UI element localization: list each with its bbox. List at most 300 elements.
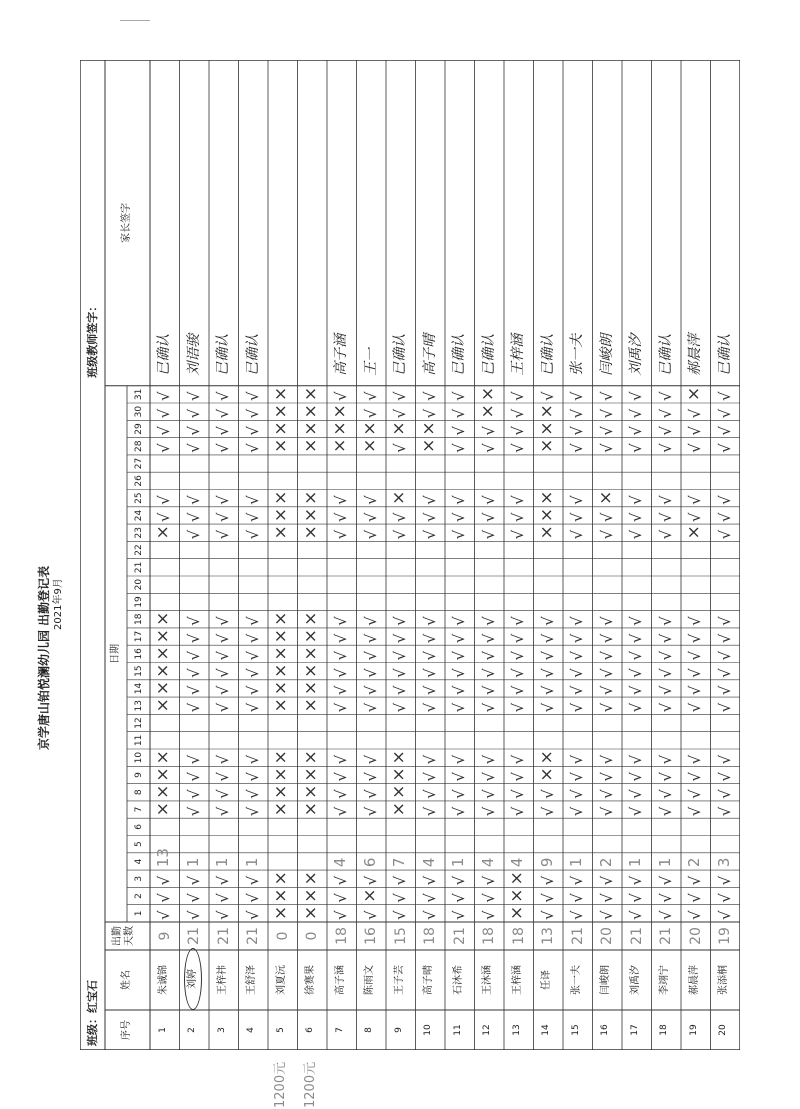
present-check-icon: √ [686, 633, 704, 644]
absent-cross-icon: × [300, 871, 321, 886]
attendance-days-count: 18 [422, 927, 439, 945]
present-check-icon: √ [686, 875, 704, 886]
parent-signature: 已确认 [539, 333, 556, 376]
present-check-icon: √ [568, 616, 586, 626]
row-seq: 1 [157, 1027, 168, 1033]
present-check-icon: √ [715, 529, 734, 540]
present-check-icon: √ [155, 495, 173, 505]
present-check-icon: √ [155, 391, 173, 401]
present-check-icon: √ [391, 875, 409, 886]
day-header-22: 22 [134, 544, 144, 556]
present-check-icon: √ [597, 893, 616, 903]
absent-cross-icon: × [300, 663, 321, 678]
day-header-15: 15 [134, 665, 144, 677]
present-check-icon: √ [479, 443, 498, 453]
present-check-icon: √ [597, 616, 616, 626]
student-name: 李翊宁 [659, 965, 671, 995]
row-seq: 13 [511, 1024, 522, 1036]
absent-cross-icon: × [153, 784, 173, 799]
attendance-days-count: 21 [628, 927, 645, 945]
present-check-icon: √ [686, 806, 704, 817]
student-name: 任译 [541, 970, 553, 990]
present-check-icon: √ [361, 702, 380, 713]
attendance-days-count: 0 [304, 931, 321, 941]
present-check-icon: √ [597, 650, 616, 661]
day-header-1: 1 [134, 910, 144, 917]
present-check-icon: √ [243, 633, 262, 644]
attendance-days-count: 0 [274, 931, 291, 941]
present-check-icon: √ [627, 875, 645, 886]
absent-cross-icon: × [271, 611, 291, 626]
day-header-8: 8 [134, 789, 144, 796]
absent-cross-icon: × [271, 750, 291, 765]
present-check-icon: √ [479, 650, 498, 661]
absent-cross-icon: × [477, 404, 498, 419]
present-check-icon: √ [391, 391, 409, 401]
absence-tally: 1 [655, 857, 674, 868]
col-date-header: 日期 [110, 643, 121, 664]
absent-cross-icon: × [300, 784, 321, 799]
present-check-icon: √ [361, 391, 380, 401]
attendance-days-count: 20 [687, 927, 704, 945]
present-check-icon: √ [420, 391, 439, 401]
present-check-icon: √ [184, 529, 203, 540]
present-check-icon: √ [450, 408, 468, 419]
present-check-icon: √ [568, 512, 586, 523]
present-check-icon: √ [568, 668, 586, 678]
absent-cross-icon: × [300, 680, 321, 696]
student-name: 朱诚锦 [157, 965, 169, 995]
present-check-icon: √ [509, 443, 527, 453]
absent-cross-icon: × [300, 421, 321, 436]
present-check-icon: √ [332, 512, 350, 523]
absent-cross-icon: × [153, 611, 173, 626]
absence-tally: 7 [390, 857, 408, 868]
present-check-icon: √ [479, 754, 498, 765]
day-header-31: 31 [134, 388, 144, 401]
absence-tally: 4 [478, 857, 497, 868]
absent-cross-icon: × [153, 663, 173, 678]
present-check-icon: √ [332, 391, 350, 401]
student-name: 张一夫 [570, 965, 582, 995]
parent-signature: 张一夫 [569, 333, 585, 376]
present-check-icon: √ [568, 633, 586, 644]
present-check-icon: √ [243, 408, 262, 419]
present-check-icon: √ [686, 789, 704, 799]
present-check-icon: √ [243, 754, 262, 765]
present-check-icon: √ [361, 495, 380, 505]
present-check-icon: √ [361, 408, 380, 419]
present-check-icon: √ [686, 754, 704, 765]
present-check-icon: √ [538, 789, 557, 799]
present-check-icon: √ [686, 702, 704, 713]
absence-tally: 4 [419, 857, 438, 868]
present-check-icon: √ [627, 702, 645, 713]
absent-cross-icon: × [595, 490, 616, 505]
present-check-icon: √ [361, 633, 380, 644]
absent-cross-icon: × [271, 386, 291, 401]
present-check-icon: √ [420, 806, 439, 817]
present-check-icon: √ [627, 512, 645, 523]
absent-cross-icon: × [300, 611, 321, 626]
present-check-icon: √ [568, 650, 586, 661]
present-check-icon: √ [597, 391, 616, 401]
present-check-icon: √ [597, 806, 616, 817]
absent-cross-icon: × [536, 421, 557, 436]
day-header-17: 17 [134, 630, 144, 643]
student-name: 王梓祎 [216, 965, 228, 995]
present-check-icon: √ [568, 702, 586, 713]
present-check-icon: √ [656, 910, 675, 920]
present-check-icon: √ [686, 668, 704, 678]
present-check-icon: √ [627, 893, 645, 903]
present-check-icon: √ [420, 893, 439, 903]
present-check-icon: √ [656, 426, 675, 436]
present-check-icon: √ [391, 910, 409, 920]
absent-cross-icon: × [153, 628, 173, 644]
present-check-icon: √ [656, 754, 675, 765]
present-check-icon: √ [509, 806, 527, 817]
present-check-icon: √ [450, 616, 468, 626]
present-check-icon: √ [332, 685, 350, 696]
present-check-icon: √ [597, 702, 616, 713]
day-header-4: 4 [134, 858, 144, 865]
absent-cross-icon: × [536, 490, 557, 505]
present-check-icon: √ [332, 789, 350, 799]
present-check-icon: √ [479, 426, 498, 436]
attendance-days-count: 18 [333, 927, 350, 945]
present-check-icon: √ [184, 910, 203, 920]
absent-cross-icon: × [271, 767, 291, 782]
present-check-icon: √ [479, 772, 498, 782]
absence-tally: 1 [183, 857, 202, 868]
present-check-icon: √ [361, 616, 380, 626]
present-check-icon: √ [627, 685, 645, 696]
absent-cross-icon: × [359, 421, 380, 436]
student-name: 陈雨文 [364, 965, 376, 995]
parent-signature: 已确认 [392, 333, 408, 376]
absent-cross-icon: × [153, 698, 173, 713]
present-check-icon: √ [597, 789, 616, 799]
absent-cross-icon: × [389, 801, 409, 817]
present-check-icon: √ [627, 529, 645, 540]
present-check-icon: √ [538, 875, 557, 886]
present-check-icon: √ [568, 391, 586, 401]
present-check-icon: √ [420, 910, 439, 920]
student-name: 高子晴 [423, 965, 435, 995]
present-check-icon: √ [361, 512, 380, 523]
parent-signature: 王梓涵 [510, 333, 526, 376]
present-check-icon: √ [184, 772, 203, 782]
present-check-icon: √ [332, 910, 350, 920]
present-check-icon: √ [450, 685, 468, 696]
present-check-icon: √ [155, 408, 173, 419]
present-check-icon: √ [656, 772, 675, 782]
present-check-icon: √ [450, 806, 468, 817]
present-check-icon: √ [450, 529, 468, 540]
present-check-icon: √ [420, 789, 439, 799]
present-check-icon: √ [243, 668, 262, 678]
absent-cross-icon: × [153, 801, 173, 817]
present-check-icon: √ [479, 633, 498, 644]
parent-signature: 已确认 [480, 333, 497, 376]
absent-cross-icon: × [300, 490, 321, 505]
student-name: 闫峻朗 [600, 965, 612, 995]
row-seq: 3 [216, 1027, 227, 1033]
absent-cross-icon: × [271, 628, 291, 644]
present-check-icon: √ [391, 529, 409, 540]
present-check-icon: √ [391, 512, 409, 523]
absent-cross-icon: × [477, 386, 498, 401]
parent-signature: 已确认 [657, 333, 674, 376]
attendance-days-count: 18 [481, 927, 498, 945]
absent-cross-icon: × [536, 438, 557, 453]
present-check-icon: √ [568, 443, 586, 453]
present-check-icon: √ [686, 893, 704, 903]
student-name: 徐赛果 [305, 965, 317, 995]
row-seq: 2 [187, 1027, 198, 1033]
present-check-icon: √ [715, 893, 734, 903]
absent-cross-icon: × [507, 888, 527, 903]
present-check-icon: √ [686, 495, 704, 505]
present-check-icon: √ [479, 616, 498, 626]
present-check-icon: √ [509, 633, 527, 644]
present-check-icon: √ [597, 875, 616, 886]
present-check-icon: √ [332, 650, 350, 661]
parent-signature: 王一 [362, 347, 379, 376]
present-check-icon: √ [214, 702, 232, 713]
absent-cross-icon: × [536, 507, 557, 523]
absent-cross-icon: × [271, 888, 291, 903]
present-check-icon: √ [715, 616, 734, 626]
present-check-icon: √ [332, 875, 350, 886]
scan-mark [120, 20, 150, 21]
row-seq: 20 [718, 1024, 729, 1036]
absence-tally: 1 [449, 857, 467, 868]
margin-note: 1200元 [273, 1061, 288, 1108]
present-check-icon: √ [627, 443, 645, 453]
present-check-icon: √ [214, 616, 232, 626]
present-check-icon: √ [627, 668, 645, 678]
present-check-icon: √ [184, 633, 203, 644]
teacher-sign-label: 班级教师签字： [86, 300, 99, 378]
absent-cross-icon: × [300, 801, 321, 817]
day-header-21: 21 [134, 561, 144, 574]
absent-cross-icon: × [300, 628, 321, 644]
day-header-13: 13 [134, 700, 144, 712]
present-check-icon: √ [656, 529, 675, 540]
absent-cross-icon: × [271, 784, 291, 799]
present-check-icon: √ [509, 391, 527, 401]
present-check-icon: √ [479, 875, 498, 886]
absent-cross-icon: × [507, 905, 527, 920]
present-check-icon: √ [715, 650, 734, 661]
present-check-icon: √ [243, 789, 262, 799]
absent-cross-icon: × [300, 767, 321, 782]
absent-cross-icon: × [300, 507, 321, 523]
present-check-icon: √ [715, 668, 734, 678]
present-check-icon: √ [656, 495, 675, 505]
present-check-icon: √ [479, 702, 498, 713]
present-check-icon: √ [420, 495, 439, 505]
absent-cross-icon: × [536, 750, 557, 765]
row-seq: 4 [246, 1027, 257, 1033]
present-check-icon: √ [509, 408, 527, 419]
present-check-icon: √ [509, 512, 527, 523]
present-check-icon: √ [450, 668, 468, 678]
absent-cross-icon: × [271, 507, 291, 523]
present-check-icon: √ [686, 650, 704, 661]
present-check-icon: √ [361, 806, 380, 817]
absence-tally: 2 [596, 857, 615, 868]
present-check-icon: √ [184, 702, 203, 713]
present-check-icon: √ [715, 443, 734, 453]
absent-cross-icon: × [271, 698, 291, 713]
present-check-icon: √ [656, 443, 675, 453]
absent-cross-icon: × [271, 404, 291, 419]
present-check-icon: √ [479, 512, 498, 523]
present-check-icon: √ [184, 495, 203, 505]
present-check-icon: √ [155, 910, 173, 920]
present-check-icon: √ [509, 789, 527, 799]
present-check-icon: √ [656, 702, 675, 713]
present-check-icon: √ [627, 426, 645, 436]
present-check-icon: √ [361, 875, 380, 886]
present-check-icon: √ [538, 391, 557, 401]
row-seq: 17 [629, 1024, 640, 1036]
present-check-icon: √ [155, 443, 173, 453]
day-header-12: 12 [134, 717, 144, 729]
present-check-icon: √ [155, 875, 173, 886]
student-name: 石沐希 [452, 965, 464, 995]
present-check-icon: √ [656, 875, 675, 886]
absence-tally: 13 [154, 848, 172, 868]
present-check-icon: √ [450, 702, 468, 713]
present-check-icon: √ [715, 806, 734, 817]
present-check-icon: √ [656, 408, 675, 419]
present-check-icon: √ [450, 650, 468, 661]
present-check-icon: √ [450, 893, 468, 903]
present-check-icon: √ [184, 408, 203, 419]
present-check-icon: √ [715, 910, 734, 920]
present-check-icon: √ [184, 893, 203, 903]
present-check-icon: √ [627, 408, 645, 419]
present-check-icon: √ [214, 789, 232, 799]
present-check-icon: √ [509, 702, 527, 713]
student-name: 张添桐 [718, 965, 730, 995]
present-check-icon: √ [184, 391, 203, 401]
student-name: 王梓涵 [511, 965, 523, 995]
present-check-icon: √ [184, 806, 203, 817]
present-check-icon: √ [450, 910, 468, 920]
present-check-icon: √ [686, 685, 704, 696]
present-check-icon: √ [627, 772, 645, 782]
present-check-icon: √ [479, 910, 498, 920]
day-header-28: 28 [134, 440, 144, 452]
sheet-title: 京学唐山铂悦澜幼儿园 出勤登记表 [37, 565, 51, 750]
present-check-icon: √ [420, 616, 439, 626]
parent-signature: 闫峻朗 [598, 333, 615, 376]
present-check-icon: √ [538, 910, 557, 920]
day-header-27: 27 [134, 457, 144, 470]
student-name: 高子涵 [334, 965, 346, 995]
present-check-icon: √ [450, 443, 468, 453]
absent-cross-icon: × [300, 750, 321, 765]
absent-cross-icon: × [330, 404, 350, 419]
attendance-days-count: 21 [186, 927, 203, 945]
present-check-icon: √ [568, 408, 586, 419]
present-check-icon: √ [391, 668, 409, 678]
present-check-icon: √ [479, 685, 498, 696]
absent-cross-icon: × [389, 784, 409, 799]
absent-cross-icon: × [330, 421, 350, 436]
present-check-icon: √ [479, 668, 498, 678]
parent-signature: 高子晴 [421, 333, 438, 376]
day-header-11: 11 [134, 734, 144, 747]
col-seq-header: 序号 [121, 1020, 132, 1040]
present-check-icon: √ [361, 910, 380, 920]
row-seq: 16 [600, 1024, 611, 1036]
present-check-icon: √ [420, 875, 439, 886]
day-header-9: 9 [134, 772, 144, 778]
present-check-icon: √ [214, 893, 232, 903]
student-name: 刘婷 [184, 948, 202, 1010]
absent-cross-icon: × [300, 698, 321, 713]
present-check-icon: √ [509, 772, 527, 782]
present-check-icon: √ [243, 650, 262, 661]
present-check-icon: √ [450, 633, 468, 644]
present-check-icon: √ [361, 772, 380, 782]
day-header-14: 14 [134, 682, 144, 695]
present-check-icon: √ [214, 443, 232, 453]
absent-cross-icon: × [359, 438, 380, 453]
present-check-icon: √ [420, 650, 439, 661]
present-check-icon: √ [184, 685, 203, 696]
present-check-icon: √ [597, 529, 616, 540]
present-check-icon: √ [597, 754, 616, 765]
present-check-icon: √ [361, 685, 380, 696]
absent-cross-icon: × [271, 421, 291, 436]
present-check-icon: √ [420, 529, 439, 540]
present-check-icon: √ [450, 875, 468, 886]
present-check-icon: √ [214, 391, 232, 401]
day-header-19: 19 [134, 596, 144, 608]
present-check-icon: √ [627, 754, 645, 765]
absent-cross-icon: × [300, 525, 321, 540]
present-check-icon: √ [597, 910, 616, 920]
row-seq: 7 [334, 1027, 345, 1033]
present-check-icon: √ [184, 426, 203, 436]
absence-tally: 4 [331, 857, 349, 868]
present-check-icon: √ [214, 668, 232, 678]
present-check-icon: √ [597, 668, 616, 678]
present-check-icon: √ [420, 408, 439, 419]
attendance-days-count: 21 [245, 927, 262, 945]
present-check-icon: √ [214, 512, 232, 523]
row-seq: 19 [688, 1024, 699, 1036]
present-check-icon: √ [656, 391, 675, 401]
present-check-icon: √ [391, 650, 409, 661]
present-check-icon: √ [391, 616, 409, 626]
row-seq: 15 [570, 1024, 581, 1036]
attendance-days-count: 18 [510, 927, 527, 945]
rotated-form [37, 60, 740, 1108]
present-check-icon: √ [214, 633, 232, 644]
row-seq: 5 [275, 1027, 286, 1033]
row-seq: 9 [393, 1027, 404, 1033]
absent-cross-icon: × [271, 801, 291, 817]
absent-cross-icon: × [271, 490, 291, 505]
